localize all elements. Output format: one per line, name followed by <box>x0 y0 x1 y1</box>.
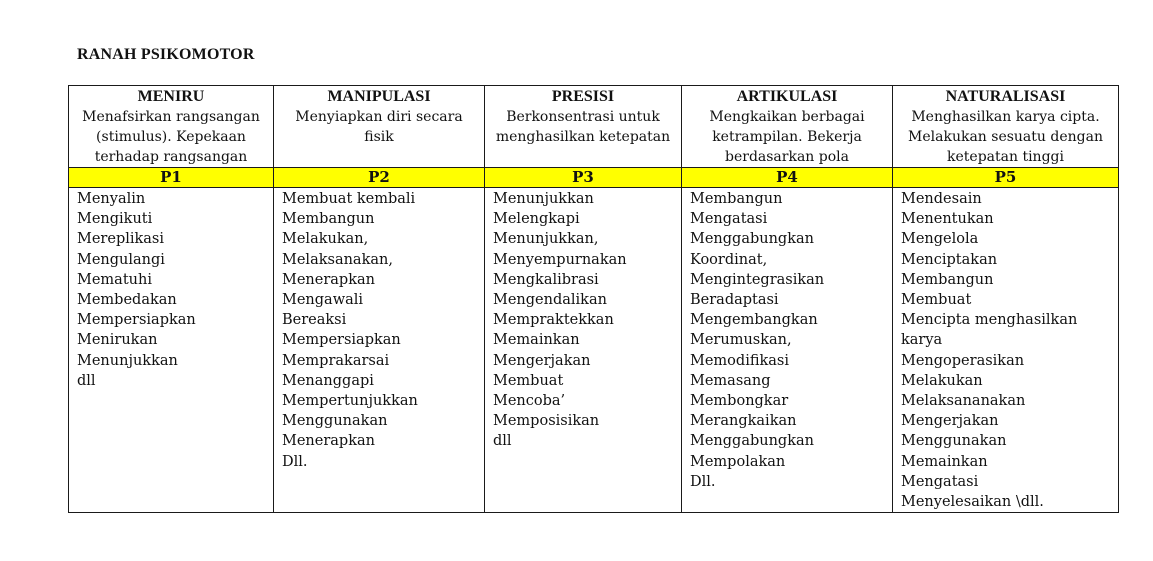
psychomotor-table <box>68 85 1119 513</box>
list-item: Mengawali <box>282 292 364 309</box>
column-description: Menghasilkan karya cipta. Melakukan sesuatu dengan ketepatan tinggi <box>908 109 1103 165</box>
list-item: Dll. <box>690 473 716 490</box>
list-item: Membuat <box>493 372 564 389</box>
list-item: Mencipta menghasilkan <box>901 312 1078 329</box>
list-item: Mengerjakan <box>901 413 999 430</box>
list-item: Mereplikasi <box>77 231 165 248</box>
list-item: Mencoba’ <box>493 393 566 410</box>
column-description: Menyiapkan diri secara fisik <box>295 109 463 145</box>
verb-list-p1 <box>69 188 274 513</box>
list-item: Merangkaikan <box>690 413 797 430</box>
list-item: Melakukan <box>901 372 983 389</box>
level-code-p2: P2 <box>274 168 485 188</box>
list-item: Menerapkan <box>282 433 375 450</box>
list-item: Melengkapi <box>493 211 580 228</box>
list-item: Membuat <box>901 292 972 309</box>
list-item: Mengatasi <box>901 473 979 490</box>
list-item: Menyempurnakan <box>493 251 627 268</box>
level-code-p1: P1 <box>69 168 274 188</box>
list-item: Memprakarsai <box>282 352 390 369</box>
list-item: Memodifikasi <box>690 352 790 369</box>
list-item: Membangun <box>901 271 994 288</box>
list-item: Koordinat, <box>690 251 768 268</box>
list-item: Mempersiapkan <box>282 332 401 349</box>
list-item: Mengintegrasikan <box>690 271 825 288</box>
list-item: Mengulangi <box>77 251 165 268</box>
list-item: karya <box>901 332 943 349</box>
column-title: MANIPULASI <box>327 88 431 105</box>
list-item: Merumuskan, <box>690 332 792 349</box>
list-item: Menyalin <box>77 191 146 207</box>
column-description: Mengkaikan berbagai ketrampilan. Bekerja berdasarkan pola <box>709 109 865 165</box>
list-item: Melakukan, <box>282 231 369 248</box>
list-item: Mengikuti <box>77 211 153 228</box>
list-item: Memposisikan <box>493 413 600 430</box>
list-item: Mempersiapkan <box>77 312 196 329</box>
list-item: Mempertunjukkan <box>282 393 418 410</box>
column-description: Menafsirkan rangsangan (stimulus). Kepekaan terhadap rangsangan <box>82 109 260 165</box>
list-item: Mengkalibrasi <box>493 271 599 288</box>
list-item: Bereaksi <box>282 312 347 329</box>
verb-list-p5 <box>893 188 1119 513</box>
verb-list-row <box>69 188 1119 513</box>
verb-list-p4 <box>682 188 893 513</box>
column-title: ARTIKULASI <box>736 88 838 105</box>
list-item: Membedakan <box>77 292 177 309</box>
list-item: Mengoperasikan <box>901 352 1025 369</box>
list-item: Menunjukkan <box>77 352 178 369</box>
list-item: Mengatasi <box>690 211 768 228</box>
list-item: Mengembangkan <box>690 312 818 329</box>
header-row <box>69 86 1119 168</box>
list-item: dll <box>493 433 512 450</box>
column-header-5 <box>893 86 1119 168</box>
column-header-2 <box>274 86 485 168</box>
code-row <box>69 168 1119 188</box>
level-code-p5: P5 <box>893 168 1119 188</box>
verb-list-p2 <box>274 188 485 513</box>
list-item: Mematuhi <box>77 271 152 288</box>
list-item: Menunjukkan, <box>493 231 599 248</box>
column-header-3 <box>485 86 682 168</box>
list-item: Menunjukkan <box>493 191 594 207</box>
list-item: Menyelesaikan \dll. <box>901 494 1044 511</box>
column-title: PRESISI <box>551 88 615 105</box>
list-item: Membuat kembali <box>282 191 416 207</box>
list-item: Menggabungkan <box>690 433 814 450</box>
level-code-p3: P3 <box>485 168 682 188</box>
list-item: Mengelola <box>901 231 979 248</box>
list-item: dll <box>77 372 96 389</box>
list-item: Mendesain <box>901 191 982 207</box>
list-item: Dll. <box>282 453 308 470</box>
list-item: Beradaptasi <box>690 292 779 309</box>
column-description: Berkonsentrasi untuk menghasilkan ketepatan <box>495 109 671 145</box>
list-item: Menerapkan <box>282 271 375 288</box>
level-code-p4: P4 <box>682 168 893 188</box>
list-item: Membangun <box>690 191 783 207</box>
list-item: Mengendalikan <box>493 292 607 309</box>
column-header-1 <box>69 86 274 168</box>
list-item: Menggabungkan <box>690 231 814 248</box>
list-item: Melaksanakan, <box>282 251 393 268</box>
list-item: Menciptakan <box>901 251 998 268</box>
verb-list-p3 <box>485 188 682 513</box>
page-title: RANAH PSIKOMOTOR <box>77 46 255 63</box>
list-item: Mempraktekkan <box>493 312 614 329</box>
list-item: Melaksananakan <box>901 393 1026 410</box>
list-item: Membongkar <box>690 393 789 410</box>
list-item: Menggunakan <box>282 413 388 430</box>
list-item: Memasang <box>690 372 771 389</box>
list-item: Menanggapi <box>282 372 374 389</box>
list-item: Mempolakan <box>690 453 786 470</box>
list-item: Memainkan <box>493 332 580 349</box>
list-item: Menirukan <box>77 332 158 349</box>
list-item: Memainkan <box>901 453 988 470</box>
list-item: Mengerjakan <box>493 352 591 369</box>
column-title: NATURALISASI <box>945 88 1066 105</box>
column-title: MENIRU <box>137 88 205 105</box>
list-item: Menggunakan <box>901 433 1007 450</box>
column-header-4 <box>682 86 893 168</box>
list-item: Membangun <box>282 211 375 228</box>
list-item: Menentukan <box>901 211 994 228</box>
